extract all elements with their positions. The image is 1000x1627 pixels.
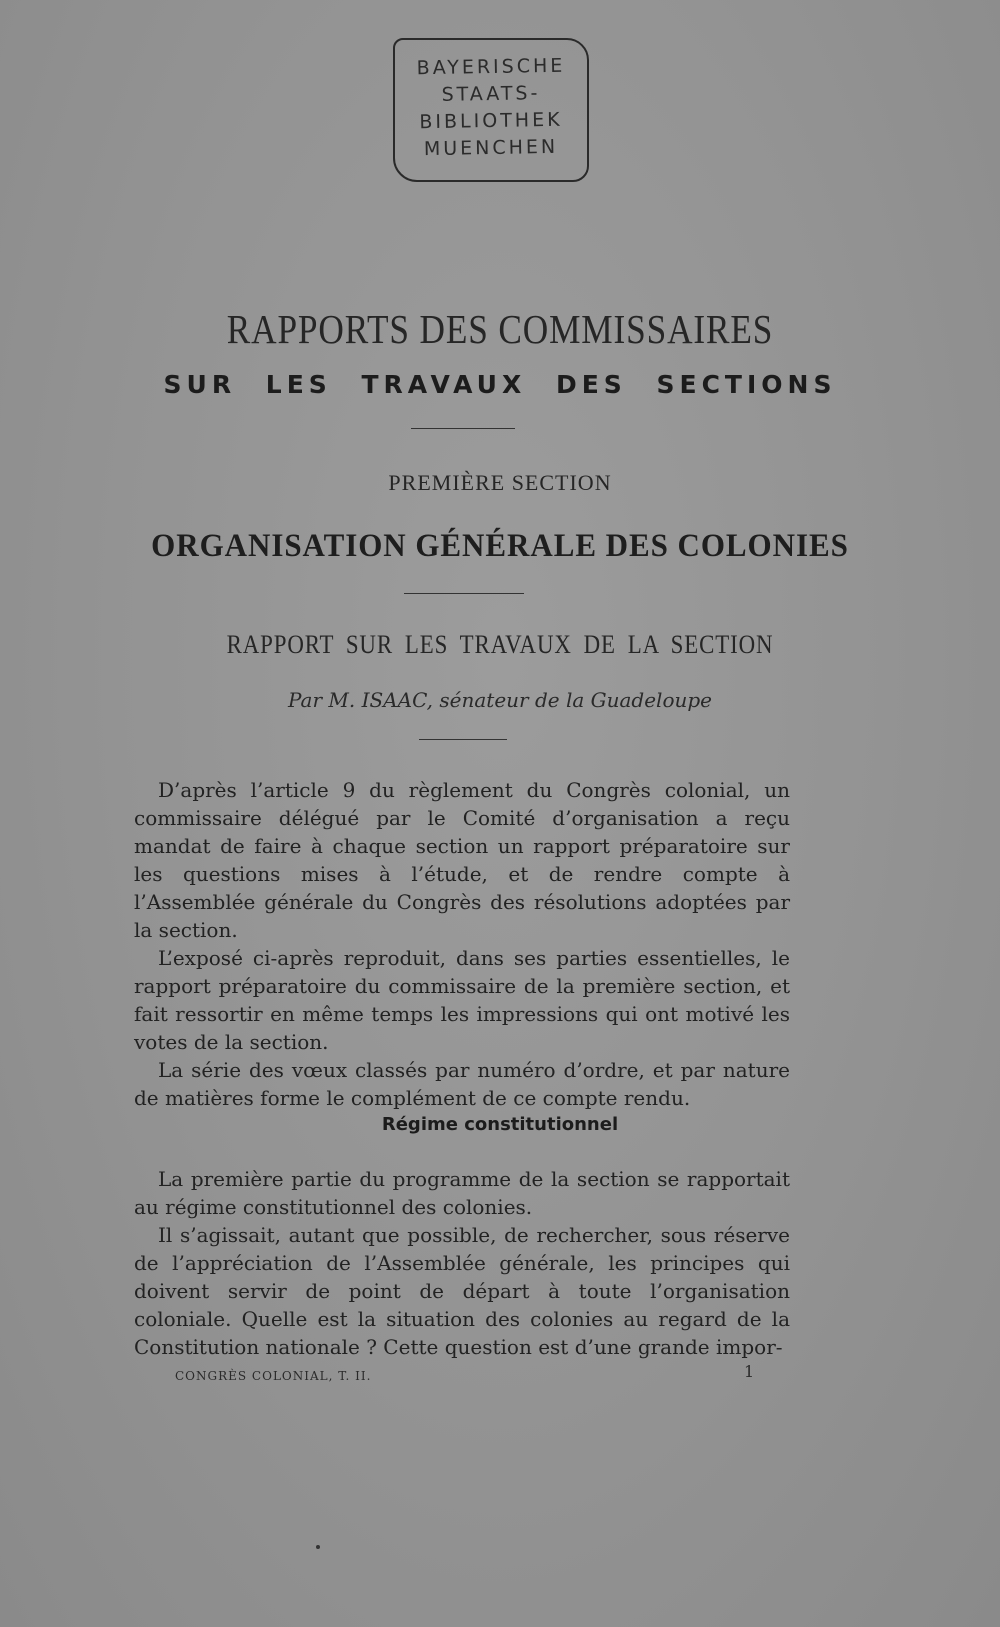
ink-speck xyxy=(316,1545,320,1549)
divider xyxy=(419,739,507,740)
stamp-line: MUENCHEN xyxy=(423,135,559,161)
running-title: CONGRÈS COLONIAL, T. II. xyxy=(175,1369,372,1383)
stamp-line: BAYERISCHE xyxy=(416,54,566,80)
paragraph: D’après l’article 9 du règlement du Congrès colonial, un commissaire délégué par le Comité d’organisation a reçu mandat de faire à chaque section un rapport préparatoire sur les questions mises à l’étude, et de rendre compte à l’Assemblée générale du Congrès des résolutions adoptées par la section. xyxy=(134,778,790,942)
byline: Par M. ISAAC, sénateur de la Guadeloupe xyxy=(287,688,712,712)
paragraph: Il s’agissait, autant que possible, de rechercher, sous réserve de l’appréciation de l’Assemblée générale, les principes qui doivent servir de point de départ à toute l’organisation coloniale. Quelle est la situation des colonies au regard de la Constitution nationale ? Cette question est d’une grande impor- xyxy=(134,1223,790,1359)
stamp-line: BIBLIOTHEK xyxy=(419,108,563,134)
subsection-heading: Régime constitutionnel xyxy=(381,1114,619,1135)
paragraph: L’exposé ci-après reproduit, dans ses parties essentielles, le rapport préparatoire du commissaire de la première section, et fait ressortir en même temps les impressions qui ont motivé les votes de la section. xyxy=(134,946,790,1054)
page-title: RAPPORTS DES COMMISSAIRES xyxy=(226,306,774,352)
divider xyxy=(404,593,524,594)
stamp-line: STAATS- xyxy=(441,82,541,106)
report-title: RAPPORT SUR LES TRAVAUX DE LA SECTION xyxy=(226,630,774,659)
section-title: ORGANISATION GÉNÉRALE DES COLONIES xyxy=(151,528,849,564)
paragraph: La première partie du programme de la section se rapportait au régime constitutionnel des colonies. xyxy=(134,1167,790,1219)
page-number: 1 xyxy=(744,1362,755,1381)
section-label: PREMIÈRE SECTION xyxy=(388,470,612,495)
divider xyxy=(411,428,515,429)
page-subtitle: SUR LES TRAVAUX DES SECTIONS xyxy=(163,370,837,399)
library-stamp xyxy=(393,38,589,182)
section-text xyxy=(134,1165,790,1361)
intro-text xyxy=(134,776,790,1112)
paragraph: La série des vœux classés par numéro d’ordre, et par nature de matières forme le complément de ce compte rendu. xyxy=(134,1058,790,1110)
